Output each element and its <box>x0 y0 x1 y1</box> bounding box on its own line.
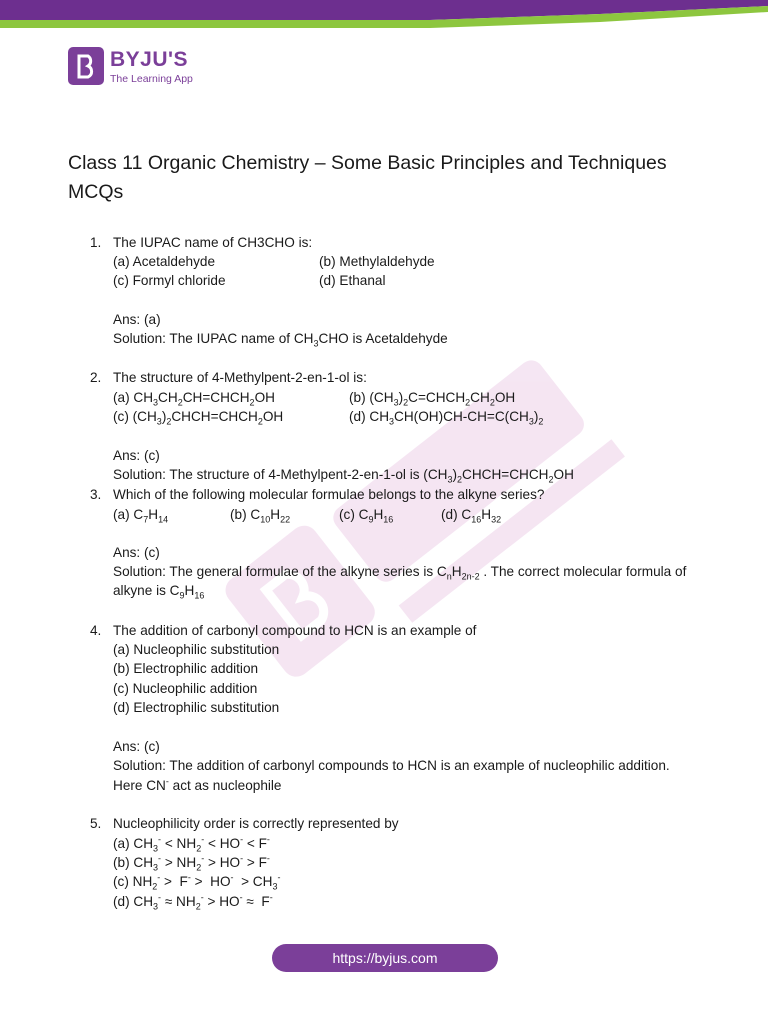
solution: Solution: The general formulae of the alkyne series is $C_nH_{2n-2}$ . The correct molecular formula of <box>113 564 687 582</box>
question-number: 5. <box>90 816 102 831</box>
option-a: (a) $CH_3^- < NH_2^- < HO^- < F^-$ <box>113 834 270 854</box>
option-b: (b) $CH_3^- > NH_2^- > HO^- > F^-$ <box>113 853 270 873</box>
option-a: (a) Acetaldehyde <box>113 254 216 269</box>
option-c: (c) $C_9H_{16}$ <box>339 507 394 525</box>
brand-name: BYJU'S <box>110 48 189 71</box>
question-number: 4. <box>90 623 102 638</box>
question-text: The structure of 4-Methylpent-2-en-1-ol is: <box>113 370 367 385</box>
question-number: 2. <box>90 370 102 385</box>
page-title: Class 11 Organic Chemistry – Some Basic Principles and Techniques MCQs <box>68 152 667 203</box>
solution-continued: alkyne is $C_9H_{16}$ <box>113 583 205 601</box>
option-c: (c) Formyl chloride <box>113 273 226 288</box>
option-d: (d) Electrophilic substitution <box>113 700 280 715</box>
question-text: The IUPAC name of CH3CHO is: <box>113 235 313 250</box>
option-c: (c) $(CH_3)_2CHCH=CHCH_2OH$ <box>113 409 284 427</box>
question-number: 1. <box>90 235 102 250</box>
question-text: The addition of carbonyl compound to HCN is an example of <box>113 623 477 638</box>
solution: Solution: The IUPAC name of $CH_3CHO$ is Acetaldehyde <box>113 331 448 349</box>
solution: Solution: The structure of 4-Methylpent-2-en-1-ol is $(CH_3)_2CHCH=CHCH_2OH$ <box>113 467 574 485</box>
option-a: (a) $CH_3CH_2CH=CHCH_2OH$ <box>113 390 275 408</box>
brand-tagline: The Learning App <box>110 73 193 85</box>
answer: Ans: (c) <box>113 739 160 754</box>
answer: Ans: (c) <box>113 448 160 463</box>
option-a: (a) Nucleophilic substitution <box>113 642 280 657</box>
solution-continued: Here CN- act as nucleophile <box>113 776 282 793</box>
website-link-button[interactable]: https://byjus.com <box>272 944 498 972</box>
answer: Ans: (a) <box>113 312 161 327</box>
solution: Solution: The addition of carbonyl compounds to HCN is an example of nucleophilic addition. <box>113 758 670 773</box>
option-c: (c) $NH_2^- > F^- > HO^- > CH_3^-$ <box>113 872 281 892</box>
option-b: (b) Electrophilic addition <box>113 661 259 676</box>
logo-mark-icon <box>68 47 104 85</box>
option-d: (d) $CH_3CH(OH)CH-CH=C(CH_3)_2$ <box>349 409 544 427</box>
question-text: Nucleophilicity order is correctly represented by <box>113 816 399 831</box>
option-b: (b) $(CH_3)_2C=CHCH_2CH_2OH$ <box>349 390 516 408</box>
question-number: 3. <box>90 487 102 502</box>
option-b: (b) $C_{10}H_{22}$ <box>230 507 291 525</box>
question-text: Which of the following molecular formulae belongs to the alkyne series? <box>113 487 545 502</box>
option-d: (d) Ethanal <box>319 273 386 288</box>
option-a: (a) $C_7H_{14}$ <box>113 507 169 525</box>
option-c: (c) Nucleophilic addition <box>113 681 258 696</box>
option-d: (d) $C_{16}H_{32}$ <box>441 507 502 525</box>
top-banner <box>0 0 768 28</box>
option-d: (d) $CH_3^- \approx NH_2^- > HO^- \approx F^-$ <box>113 892 273 912</box>
answer: Ans: (c) <box>113 545 160 560</box>
option-b: (b) Methylaldehyde <box>319 254 435 269</box>
